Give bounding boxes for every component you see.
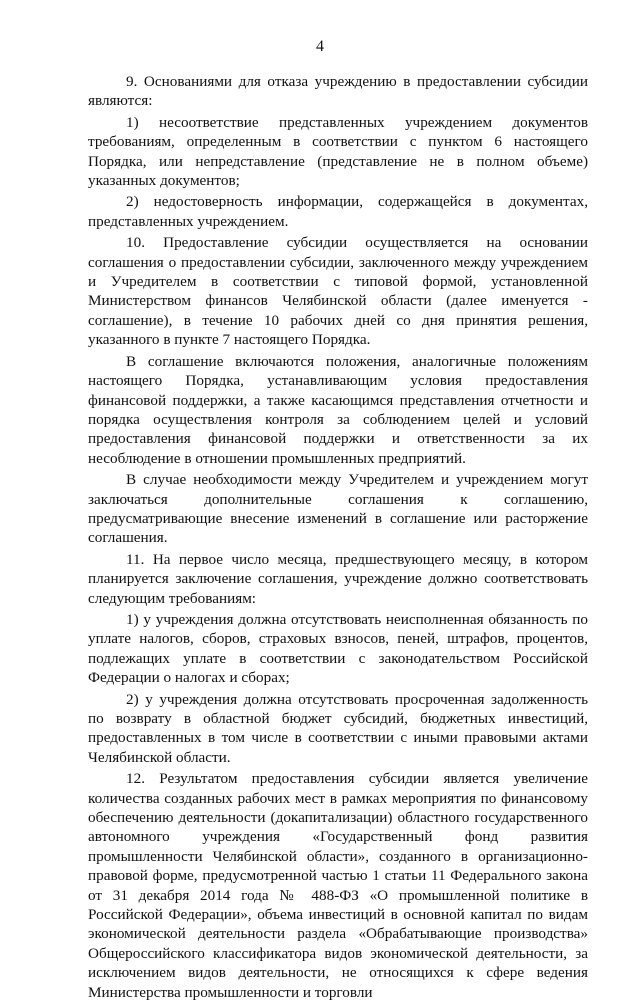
- paragraph-9-item-1: 1) несоответствие представленных учреждением документов требованиям, определенным в соответствии с пунктом 6 настоящего Порядка, или непредставление (представление не в полном объеме) указанных документов;: [88, 113, 588, 190]
- paragraph-11-intro: 11. На первое число месяца, предшествующего месяцу, в котором планируется заключение соглашения, учреждение должно соответствовать следующим требованиям:: [88, 550, 588, 607]
- paragraph-11-item-2: 2) у учреждения должна отсутствовать просроченная задолженность по возврату в областной бюджет субсидий, бюджетных инвестиций, предоставленных в том числе в соответствии с иными правовыми актами Челябинской области.: [88, 690, 588, 766]
- paragraph-9-item-2: 2) недостоверность информации, содержащейся в документах, представленных учреждением.: [88, 193, 588, 230]
- paragraph-12: 12. Результатом предоставления субсидии является увеличение количества созданных рабочих мест в рамках мероприятия по финансовому обеспечению деятельности (докапитализации) областного государственного автономного учреждения «Государственный фонд развития промышленности Челябинской области», созданного в организационно-правовой форме, предусмотренной частью 1 статьи 11 Федерального закона от 31 декабря 2014 года № 488-ФЗ «О промышленной политике в Российской Федерации», объема инвестиций в основной капитал по видам экономической деятельности раздела «Обрабатывающие производства» Общероссийского классификатора видов экономической деятельности, за исключением видов деятельности, не относящихся к сфере ведения Министерства промышленности и торговли: [88, 770, 588, 1001]
- document-body: [88, 72, 588, 1002]
- paragraph-10-additional-agreements: В случае необходимости между Учредителем и учреждением могут заключаться дополнительные соглашения к соглашению, предусматривающие внесение изменений в соглашение или расторжение соглашения.: [88, 471, 588, 547]
- paragraph-9-intro: 9. Основаниями для отказа учреждению в предоставлении субсидии являются:: [88, 73, 588, 110]
- paragraph-11-item-1: 1) у учреждения должна отсутствовать неисполненная обязанность по уплате налогов, сборов, страховых взносов, пеней, штрафов, процентов, подлежащих уплате в соответствии с законодательством Российской Федерации о налогах и сборах;: [88, 610, 588, 687]
- paragraph-10: 10. Предоставление субсидии осуществляется на основании соглашения о предоставлении субсидии, заключенного между учреждением и Учредителем в соответствии с типовой формой, установленной Министерством финансов Челябинской области (далее именуется - соглашение), в течение 10 рабочих дней со дня принятия решения, указанного в пункте 7 настоящего Порядка.: [88, 234, 588, 349]
- paragraph-10-agreement-provisions: В соглашение включаются положения, аналогичные положениям настоящего Порядка, устанавливающим условия предоставления финансовой поддержки, а также касающимся представления отчетности и порядка осуществления контроля за соблюдением целей и условий предоставления финансовой поддержки и ответственности за их несоблюдение в отношении промышленных предприятий.: [88, 352, 588, 467]
- page-number: 4: [316, 38, 324, 55]
